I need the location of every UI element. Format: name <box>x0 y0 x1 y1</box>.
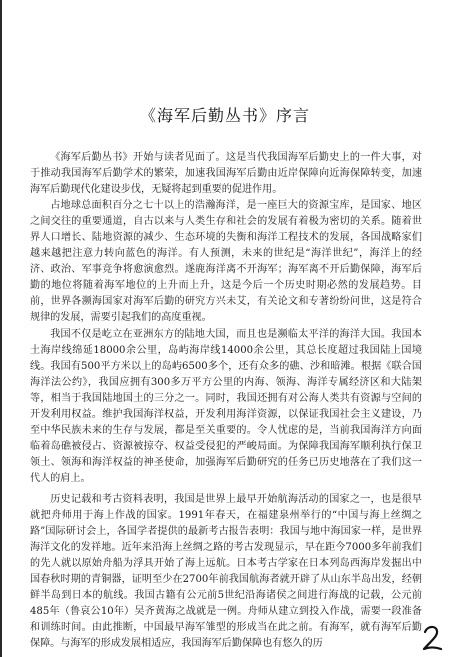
handwritten-page-number <box>420 623 444 653</box>
paragraph-1: 《海军后勤丛书》开始与读者见面了。这是当代我国海军后勤史上的一件大事，对于推动我国海军后勤学术的繁荣，加速我国海军后勤由近岸保障向近海保障转变，加速海军后勤现代化建设步伐，无疑将起到重要的促进作用。 <box>30 152 422 196</box>
paragraph-3: 我国不仅是屹立在亚洲东方的陆地大国，而且也是濒临太平洋的海洋大国。我国本土海岸线绵延18000余公里，岛屿海岸线14000余公里，其总长度超过我国陆上国境线。我国有500平方米以上的岛屿6500多个，还有众多的礁、沙和暗滩。根据《联合国海洋法公约》，我国应拥有300多万平方公里的内海、领海、海洋专属经济区和大陆架等，相当于我国陆地国土的三分之一。同时，我国还拥有对公海人类共有资源与空间的开发利用权益。维护我国海洋权益，开发利用海洋资源，以保证我国社会主义建设，乃至中华民族未来的生存与发展，都是至关重要的。令人忧虑的是，当前我国海洋方向面临着岛礁被侵占、资源被掠夺、权益受侵犯的严峻局面。为保障我国海军顺利执行保卫领土、领海和海洋权益的神圣使命，加强海军后勤研究的任务已历史地落在了我们这一代人的肩上。 <box>30 328 422 484</box>
body-text <box>30 150 422 652</box>
page-title: 《海军后勤丛书》序言 <box>139 106 310 125</box>
paragraph-2: 占地球总面积百分之七十以上的浩瀚海洋，是一座巨大的资源宝库，是国家、地区之间交往的重要通道，自古以来与人类生存和社会的发展有着极为密切的关系。随着世界人口增长、陆地资源的减少、生态环境的失衡和海洋工程技术的发展，各国战略家们越来越把注意力转向蓝色的海洋。有人预测，未来的世纪是“海洋世纪”，海洋上的经济、政治、军事竞争将愈演愈烈。遂鹿海洋离不开海军；海军离不开后勤保障，海军后勤的地位将随着海军地位的上升而上升，这是今后一个历史时期必然的发展趋势。目前，世界各濒海国家对海军后勤的研究方兴未艾，有关论文和专著纷纷问世，这是符合规律的发展，需要引起我们的高度重视。 <box>30 200 422 324</box>
paragraph-4: 历史记载和考古资料表明，我国是世界上最早开始航海活动的国家之一，也是很早就把舟师用于海上作战的国家。1991年春天，在福建泉州举行的“中国与海上丝绸之路”国际研讨会上，各国学者提供的最新考古报告表明：我国与地中海国家一样，是世界海洋文化的发祥地。近年来沿海上丝绸之路的考古发现显示，早在距今7000多年前我们的先人就以原始舟船为浮具开始了海上远航。日本考古学家在日本列岛西海岸发掘出中国春秋时期的青铜器，证明至少在2700年前我国航海者就开辟了从山东半岛出发，经朝鲜半岛到日本的航线。我国古籍有公元前5世纪沿海诸侯之间进行海战的记载，公元前485年（鲁哀公10年）吴齐黄海之战就是一例。舟师从建立到投入作战，需要一段准备和训练时间。由此推断，中国最早海军雏型的形成当在此之前。有海军，就有海军后勤保障。与海军的形成发展相适应，我国海军后勤保障也有悠久的历 <box>30 493 422 650</box>
page-left-edge <box>0 0 2 657</box>
